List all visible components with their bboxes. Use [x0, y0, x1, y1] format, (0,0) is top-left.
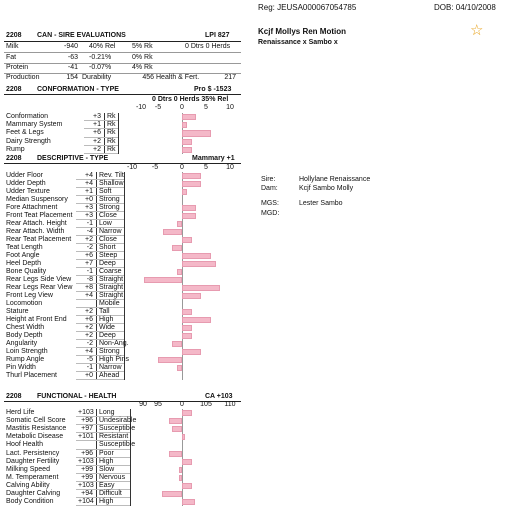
trait-bar — [182, 499, 195, 505]
fat-rank: 0% Rk — [132, 54, 153, 61]
trait-descriptor: Difficult — [99, 490, 122, 497]
trait-label: Pin Width — [6, 364, 36, 371]
trait-descriptor: Wide — [99, 324, 115, 331]
mgs-label: MGS: — [261, 200, 279, 207]
trait-value: -1 — [86, 364, 93, 371]
trait-bar — [182, 213, 196, 219]
trait-bar — [182, 309, 192, 315]
trait-value: +96 — [81, 449, 93, 457]
trait-label: Somatic Cell Score — [6, 417, 66, 425]
trait-label: Rear Attach. Width — [6, 228, 65, 235]
trait-value: +3 — [85, 204, 93, 211]
trait-descriptor: Narrow — [99, 228, 122, 235]
scale-tick-label: 105 — [200, 401, 212, 408]
trait-label: Angularity — [6, 340, 38, 347]
trait-label: Rear Teat Placement — [6, 236, 72, 243]
trait-descriptor: Non-Ang. — [99, 340, 129, 347]
scale-tick-label: 110 — [224, 401, 236, 408]
milk-dtrs-herds: 0 Dtrs 0 Herds — [185, 43, 231, 50]
trait-value: -4 — [86, 228, 93, 235]
trait-descriptor: Straight — [99, 292, 124, 299]
trait-descriptor: Tall — [99, 308, 110, 315]
trait-descriptor: Rev. Tilt — [99, 172, 124, 179]
milk-value: -940 — [63, 43, 78, 50]
trait-label: Thurl Placement — [6, 372, 57, 379]
zero-line — [182, 409, 183, 506]
production-value: 154 — [66, 74, 78, 81]
trait-value: +103 — [78, 409, 94, 416]
trait-descriptor: Narrow — [99, 364, 122, 371]
trait-value: +6 — [93, 129, 101, 137]
trait-descriptor: Strong — [99, 348, 120, 355]
durability-value: 456 — [142, 74, 154, 81]
trait-value: +0 — [85, 372, 93, 379]
trait-label: Mammary System — [6, 121, 63, 129]
trait-label: Metabolic Disease — [6, 433, 64, 441]
trait-descriptor: Deep — [99, 260, 116, 267]
trait-descriptor: Deep — [99, 332, 116, 339]
trait-label: Dairy Strength — [6, 137, 51, 145]
trait-descriptor: Slow — [99, 465, 115, 473]
dam-label: Dam: — [261, 185, 278, 192]
milk-pct: 40% Rel — [89, 43, 116, 50]
trait-label: Front Teat Placement — [6, 212, 73, 219]
scale-tick-label: 90 — [139, 401, 147, 408]
trait-descriptor: High — [99, 316, 114, 323]
trait-bar — [182, 173, 201, 179]
trait-label: Feet & Legs — [6, 129, 44, 137]
trait-bar — [182, 139, 192, 145]
mammary-value: Mammary +1 — [192, 155, 235, 162]
divider — [4, 52, 241, 53]
trait-descriptor: Nervous — [99, 473, 126, 481]
trait-bar — [182, 147, 192, 153]
ca-value: CA +103 — [205, 393, 233, 400]
trait-label: Calving Ability — [6, 481, 50, 489]
trait-bar — [182, 189, 187, 195]
trait-label: Heel Depth — [6, 260, 42, 267]
column-divider — [124, 172, 125, 380]
trait-bar — [169, 451, 182, 457]
trait-label: Fore Attachment — [6, 204, 58, 211]
trait-label: Chest Width — [6, 324, 45, 331]
trait-descriptor: Rk — [107, 129, 116, 137]
trait-bar — [182, 130, 211, 136]
sire-label: Sire: — [261, 176, 276, 183]
health-fertility-value: 217 — [224, 74, 236, 81]
trait-label: Bone Quality — [6, 268, 47, 275]
fat-value: -63 — [67, 54, 78, 61]
scale-tick-label: 5 — [204, 164, 208, 171]
trait-descriptor: Close — [99, 212, 117, 219]
trait-label: Locomotion — [6, 300, 43, 307]
scale-tick-label: 10 — [226, 104, 234, 111]
trait-value: -1 — [86, 220, 93, 227]
trait-bar — [182, 293, 201, 299]
trait-bar — [182, 253, 211, 259]
date-of-birth: DOB: 04/10/2008 — [434, 3, 496, 12]
trait-value: +99 — [81, 473, 93, 481]
trait-bar — [182, 237, 192, 243]
trait-label: Body Condition — [6, 498, 54, 506]
column-divider — [118, 113, 119, 154]
trait-bar — [177, 365, 182, 371]
trait-label: Udder Depth — [6, 180, 46, 187]
trait-value: +4 — [85, 180, 93, 187]
trait-descriptor: Rk — [107, 137, 116, 145]
trait-label: Hoof Health — [6, 441, 43, 449]
fat-label: Fat — [6, 54, 17, 61]
row-divider — [84, 153, 118, 154]
trait-label: Herd Life — [6, 409, 35, 416]
trait-label: Body Depth — [6, 332, 43, 339]
trait-label: Udder Floor — [6, 172, 43, 179]
milk-label: Milk — [6, 43, 19, 50]
trait-bar — [182, 205, 196, 211]
trait-descriptor: High — [99, 457, 114, 465]
trait-bar — [177, 221, 182, 227]
trait-bar — [144, 277, 182, 283]
trait-label: Milking Speed — [6, 465, 50, 473]
conformation-chart — [0, 113, 505, 155]
mgd-label: MGD: — [261, 210, 280, 217]
trait-value: +103 — [78, 481, 94, 489]
animal-lineage: Renaissance x Sambo x — [258, 39, 338, 46]
trait-value: +4 — [85, 172, 93, 179]
trait-descriptor: Close — [99, 236, 117, 243]
trait-label: Lact. Persistency — [6, 449, 60, 457]
scale-tick-label: 95 — [154, 401, 162, 408]
trait-bar — [172, 341, 182, 347]
trait-descriptor: Poor — [99, 449, 114, 457]
row-divider — [76, 379, 124, 380]
trait-descriptor: Susceptible — [99, 425, 136, 433]
trait-label: Daughter Fertility — [6, 457, 60, 465]
trait-descriptor: Rk — [107, 145, 116, 153]
conformation-code: 2208 — [6, 86, 22, 93]
trait-value: +96 — [81, 417, 93, 425]
trait-value: +1 — [85, 188, 93, 195]
protein-pct: -0.07% — [89, 64, 112, 71]
trait-bar — [182, 317, 211, 323]
trait-value: +103 — [78, 457, 94, 465]
trait-value: +104 — [78, 498, 94, 506]
trait-value: +2 — [85, 308, 93, 315]
trait-bar — [182, 181, 201, 187]
trait-descriptor: Coarse — [99, 268, 122, 275]
trait-label: Loin Strength — [6, 348, 48, 355]
production-code: 2208 — [6, 32, 22, 39]
trait-label: Rump Angle — [6, 356, 45, 363]
scale-tick-label: 0 — [180, 164, 184, 171]
scale-tick-label: -5 — [151, 164, 159, 171]
trait-descriptor: Strong — [99, 204, 120, 211]
trait-bar — [172, 245, 182, 251]
trait-label: Daughter Calving — [6, 490, 61, 497]
scale-tick-label: 5 — [204, 104, 208, 111]
trait-descriptor: Mobile — [99, 300, 120, 307]
trait-label: Foot Angle — [6, 252, 40, 259]
conformation-title: CONFORMATION - TYPE — [37, 86, 119, 93]
trait-value: +99 — [81, 465, 93, 473]
scale-tick-label: 0 — [180, 401, 184, 408]
trait-value: +6 — [85, 316, 93, 323]
trait-descriptor: High Pins — [99, 356, 129, 363]
trait-descriptor: Steep — [99, 252, 118, 259]
column-divider — [104, 113, 105, 154]
trait-descriptor: Rk — [107, 121, 116, 129]
trait-value: -5 — [86, 356, 93, 363]
trait-descriptor: High — [99, 498, 114, 506]
trait-value: -2 — [86, 244, 93, 251]
trait-label: Front Leg View — [6, 292, 53, 299]
divider — [4, 63, 241, 64]
trait-bar — [163, 229, 182, 235]
production-label: Production — [6, 74, 40, 81]
animal-name: Kcjf Mollys Ren Motion — [258, 27, 346, 36]
trait-value: -2 — [86, 340, 93, 347]
trait-descriptor: Straight — [99, 276, 124, 283]
functional-chart — [0, 409, 505, 506]
trait-value: +2 — [85, 324, 93, 331]
trait-descriptor: Ahead — [99, 372, 120, 379]
trait-bar — [182, 285, 220, 291]
trait-label: Udder Texture — [6, 188, 50, 195]
trait-value: +4 — [85, 348, 93, 355]
trait-bar — [179, 467, 182, 473]
protein-rank: 4% Rk — [132, 64, 153, 71]
divider — [4, 73, 241, 74]
trait-label: Stature — [6, 308, 29, 315]
trait-bar — [182, 333, 192, 339]
trait-bar — [182, 261, 216, 267]
trait-label: Rear Legs Rear View — [6, 284, 73, 291]
trait-label: Rump — [6, 145, 25, 153]
descriptive-chart — [0, 172, 505, 382]
trait-bar — [177, 269, 182, 275]
trait-value: +7 — [85, 260, 93, 267]
trait-descriptor: Soft — [99, 188, 112, 195]
divider — [4, 41, 241, 42]
trait-value: +94 — [81, 490, 93, 497]
scale-tick-label: -10 — [135, 104, 147, 111]
trait-bar — [182, 459, 192, 465]
trait-value: -1 — [86, 268, 93, 275]
trait-value: +1 — [93, 121, 101, 129]
trait-value: +8 — [85, 284, 93, 291]
trait-label: Teat Length — [6, 244, 43, 251]
trait-value: +0 — [85, 196, 93, 203]
trait-label: Conformation — [6, 113, 49, 120]
trait-label: M. Temperament — [6, 473, 59, 481]
trait-descriptor: Straight — [99, 284, 124, 291]
trait-value: +3 — [85, 212, 93, 219]
trait-value: +2 — [85, 332, 93, 339]
trait-descriptor: Long — [99, 409, 115, 416]
trait-value: +2 — [93, 145, 101, 153]
trait-bar — [182, 114, 196, 120]
trait-value: +101 — [78, 433, 94, 441]
production-title: CAN - SIRE EVALUATIONS — [37, 32, 126, 39]
trait-bar — [182, 483, 192, 489]
trait-bar — [182, 349, 201, 355]
trait-descriptor: Easy — [99, 481, 115, 489]
star-icon[interactable]: ☆ — [470, 22, 484, 39]
scale-tick-label: 10 — [226, 164, 234, 171]
mgs-name: Lester Sambo — [299, 200, 343, 207]
scale-tick-label: -10 — [126, 164, 138, 171]
trait-descriptor: Strong — [99, 196, 120, 203]
pro-dollar-value: Pro $ -1523 — [194, 86, 232, 93]
milk-rank: 5% Rk — [132, 43, 153, 50]
trait-bar — [169, 418, 182, 424]
functional-code: 2208 — [6, 393, 22, 400]
trait-bar — [158, 357, 182, 363]
trait-descriptor: Rk — [107, 113, 116, 120]
trait-value: +2 — [85, 236, 93, 243]
trait-value: -8 — [86, 276, 93, 283]
trait-descriptor: Susceptible — [99, 441, 136, 449]
functional-title: FUNCTIONAL - HEALTH — [37, 393, 117, 400]
trait-label: Height at Front End — [6, 316, 67, 323]
descriptive-code: 2208 — [6, 155, 22, 162]
trait-label: Median Suspensory — [6, 196, 68, 203]
trait-descriptor: Resistant — [99, 433, 129, 441]
trait-value: +3 — [93, 113, 101, 120]
scale-tick-label: 0 — [180, 104, 184, 111]
trait-bar — [182, 410, 192, 416]
trait-label: Rear Legs Side View — [6, 276, 72, 283]
trait-bar — [179, 475, 182, 481]
protein-label: Protein — [6, 64, 29, 71]
trait-bar — [162, 491, 182, 497]
trait-bar — [182, 325, 192, 331]
trait-bar — [182, 434, 185, 440]
fat-pct: -0.21% — [89, 54, 112, 61]
sire-name: Hollylane Renaissance — [299, 176, 371, 183]
conformation-dtrs-herds-rel: 0 Dtrs 0 Herds 35% Rel — [152, 96, 229, 103]
lpi-value: LPI 827 — [205, 32, 230, 39]
trait-value: +2 — [93, 137, 101, 145]
health-fertility-label: Health & Fert. — [156, 74, 200, 81]
trait-value: +97 — [81, 425, 93, 433]
trait-descriptor: Shallow — [99, 180, 124, 187]
divider — [4, 94, 241, 95]
trait-label: Mastitis Resistance — [6, 425, 67, 433]
trait-descriptor: Short — [99, 244, 116, 251]
protein-value: -41 — [67, 64, 78, 71]
trait-descriptor: Undesirable — [99, 417, 137, 425]
dam-name: Kcjf Sambo Molly — [299, 185, 354, 192]
scale-tick-label: -5 — [154, 104, 162, 111]
trait-value: +6 — [85, 252, 93, 259]
trait-bar — [172, 426, 182, 432]
trait-label: Rear Attach. Height — [6, 220, 67, 227]
trait-descriptor: Low — [99, 220, 112, 227]
trait-bar — [182, 122, 187, 128]
registration-number: Reg: JEUSA000067054785 — [258, 3, 357, 12]
descriptive-title: DESCRIPTIVE - TYPE — [37, 155, 109, 162]
durability-label: Durability — [82, 74, 112, 81]
trait-value: +4 — [85, 292, 93, 299]
